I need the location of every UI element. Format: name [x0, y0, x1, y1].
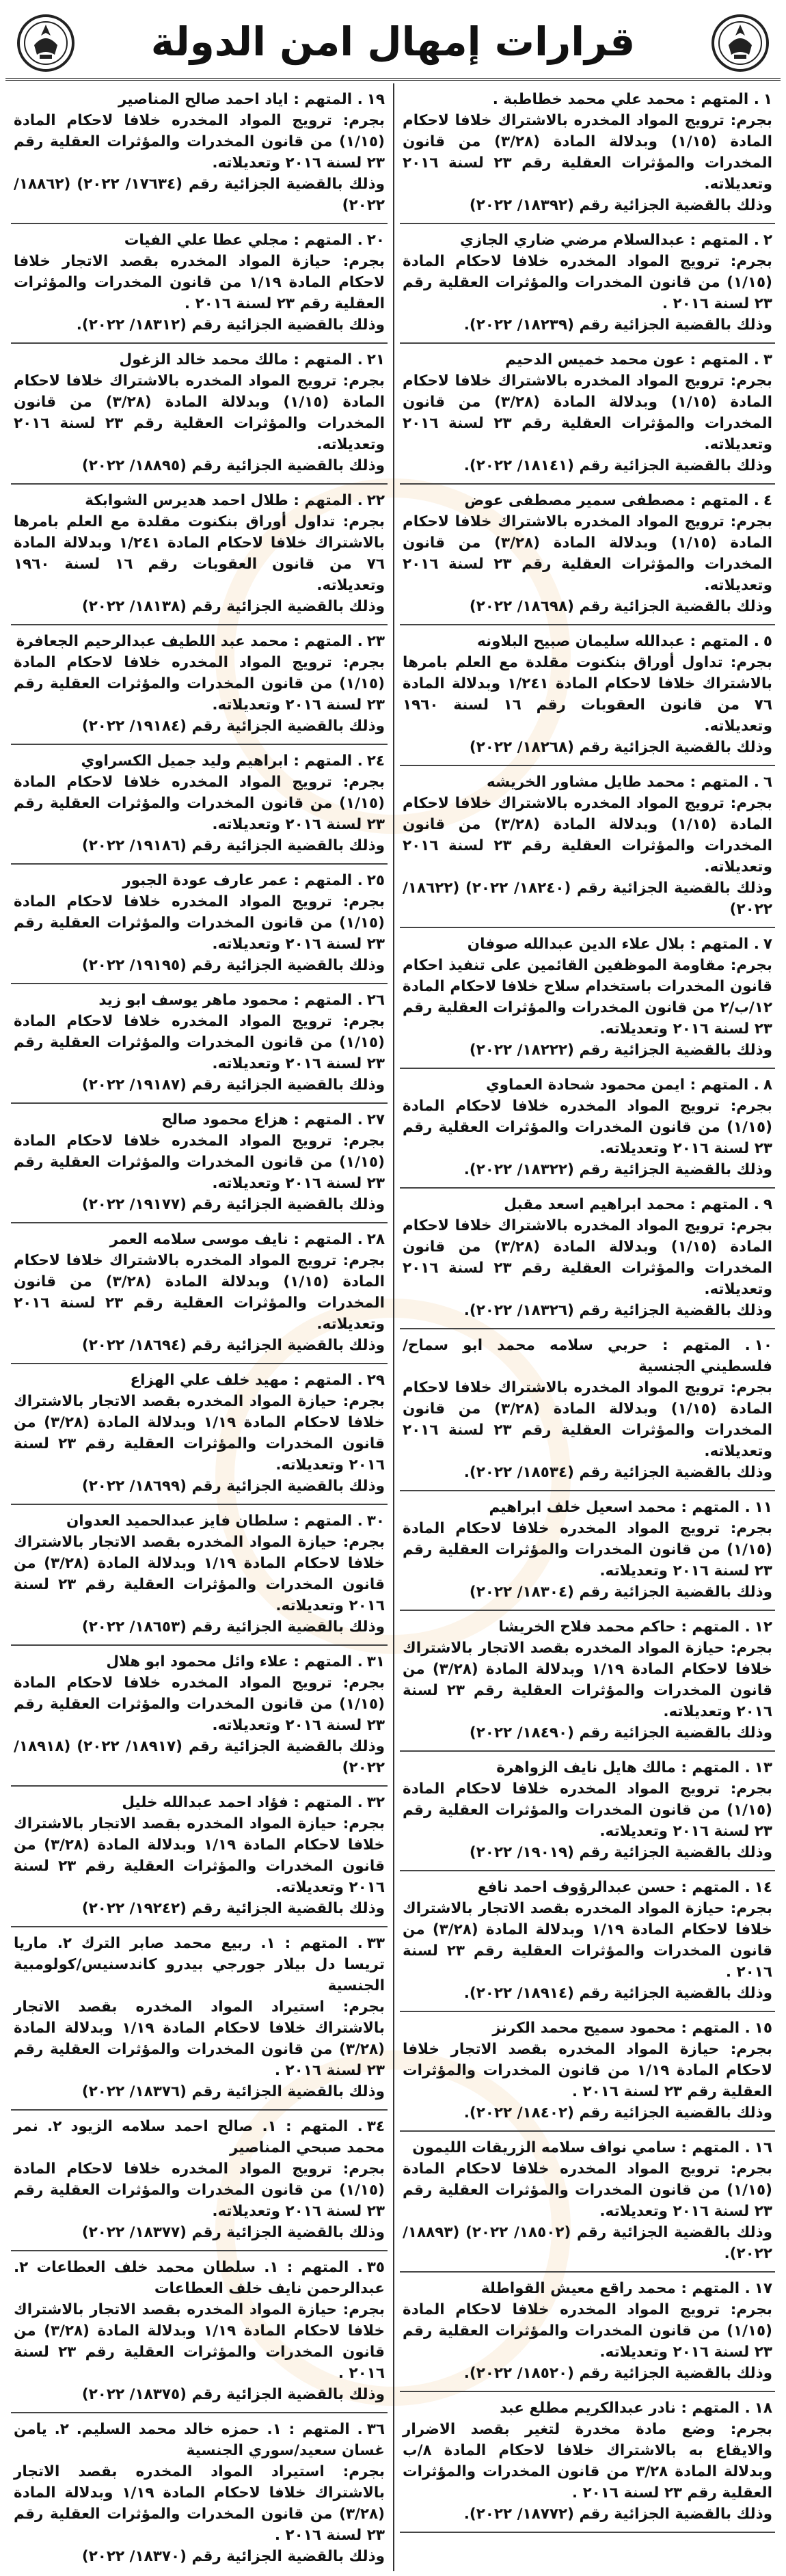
accused-prefix: المتهم : [293, 91, 353, 108]
accused-name-text: علاء وائل محمود ابو هلال [106, 1653, 288, 1670]
entry-number: ٩ [763, 1196, 772, 1213]
charge-text: بجرم: ترويج المواد المخدره بالاشتراك خلافا لاحكام المادة (١/١٥) وبدلالة المادة (٣/٢٨) من قانون المخدرات والمؤثرات العقلية رقم ٢٣ لسنة ٢٠١٦ وتعديلاته. [403, 112, 772, 193]
case-number-text: وذلك بالقضية الجزائية رقم (١٩١٨٧/ ٢٠٢٢) [81, 1076, 385, 1094]
case-number-text: وذلك بالقضية الجزائية رقم (١٩٢٤٢/ ٢٠٢٢) [81, 1900, 385, 1917]
charge-text: بجرم: ترويج المواد المخدره خلافا لاحكام المادة (١/١٥) من قانون المخدرات والمؤثرات العقلية رقم ٢٣ لسنة ٢٠١٦ وتعديلاته. [14, 1133, 385, 1192]
accused-name-text: محمد ابراهيم اسعد مقبل [504, 1196, 685, 1213]
accused-name: ٢٤. المتهم : ابراهيم وليد جميل الكسراوي [81, 753, 385, 770]
charge-text: بجرم: حيازة المواد المخدره بقصد الاتجار بالاشتراك خلافا لاحكام المادة ١/١٩ وبدلالة المادة (٣/٢٨) من قانون المخدرات والمؤثرات العقلية رقم ٢٣ لسنة ٢٠١٦ . [14, 2301, 385, 2382]
entry-number: ١٢ [754, 1618, 772, 1636]
entry-number: ٣٠ [366, 1513, 385, 1530]
accused-prefix: المتهم : [690, 351, 749, 368]
accused-name-text: هزاع محمود صالح [161, 1111, 288, 1128]
accused-name: ٢٢. المتهم : طلال احمد هديرس الشوابكة [85, 492, 385, 509]
accused-prefix: المتهم : [681, 2280, 740, 2297]
list-item [11, 1364, 388, 1505]
accused-name: ٧. المتهم : بلال علاء الدين عبدالله صوفان [467, 936, 772, 953]
accused-name-text: مجلي عطا علي الفيات [124, 232, 288, 249]
left-column [5, 83, 393, 2571]
accused-name: ٢. المتهم : عبدالسلام مرضي ضاري الجازي [459, 232, 772, 249]
accused-prefix: المتهم : [293, 992, 353, 1009]
charge-text: بجرم: حيازة المواد المخدره بقصد الاتجار خلافا لاحكام المادة ١/١٩ من قانون المخدرات والمؤثرات العقلية رقم ٢٣ لسنة ٢٠١٦ . [14, 253, 385, 312]
accused-prefix: المتهم : [293, 492, 353, 509]
accused-name-text: حربي سلامه محمد ابو سماح/فلسطيني الجنسية [403, 1337, 772, 1375]
accused-prefix: المتهم : [662, 1337, 731, 1354]
case-number-text: وذلك بالقضية الجزائية رقم (١٨٣٧٠/ ٢٠٢٢) [81, 2548, 385, 2565]
entry-number: ٣٢ [366, 1794, 385, 1811]
accused-prefix: المتهم : [690, 232, 749, 249]
list-item [11, 984, 388, 1104]
accused-name-text: نايف موسى سلامه العمر [109, 1231, 288, 1248]
entry-number: ١٠ [754, 1337, 772, 1354]
list-item [400, 344, 775, 485]
accused-prefix: المتهم : [690, 1076, 749, 1094]
accused-name-text: عمر عارف عودة الجبور [122, 872, 288, 889]
accused-name: ٢١. المتهم : مالك محمد خالد الزغول [119, 351, 385, 368]
list-item [400, 485, 775, 625]
list-item [11, 83, 388, 224]
list-item [11, 865, 388, 984]
case-number-text: وذلك بالقضية الجزائية رقم (١٩١٨٤/ ٢٠٢٢) [81, 718, 385, 735]
accused-name-text: محمد راقع معيش القواطلة [480, 2280, 676, 2297]
charge-text: بجرم: ترويج المواد المخدره خلافا لاحكام المادة (١/١٥) من قانون المخدرات والمؤثرات العقلية رقم ٢٣ لسنة ٢٠١٦ وتعديلاته. [403, 2160, 772, 2220]
entry-number: ٢١ [366, 351, 385, 368]
accused-name: ١١. المتهم : محمد اسعيل خلف ابراهيم [489, 1499, 772, 1516]
accused-name-text: عون محمد خميس الدحيم [505, 351, 685, 368]
case-number-text: وذلك بالقضية الجزائية رقم (١٨٣٧٧/ ٢٠٢٢) [81, 2224, 385, 2241]
case-number-text: وذلك بالقضية الجزائية رقم (١٩١٩٥/ ٢٠٢٢) [81, 957, 385, 974]
entry-number: ١١ [754, 1499, 772, 1516]
list-item [400, 1871, 775, 2012]
accused-prefix: المتهم : [288, 2421, 350, 2438]
case-number-text: وذلك بالقضية الجزائية رقم (١٨٥٠٢/ ٢٠٢٢) (١٨٨٩٣/ ٢٠٢٢). [403, 2224, 772, 2262]
list-item [400, 1611, 775, 1752]
list-item [11, 1927, 388, 2111]
charge-text: بجرم: ترويج المواد المخدره خلافا لاحكام المادة (١/١٥) من قانون المخدرات والمؤثرات العقلية رقم ٢٣ لسنة ٢٠١٦ وتعديلاته. [403, 1780, 772, 1840]
accused-name: ٣٥. المتهم : ١. سلطان محمد خلف العطاعات ٢. عبدالرحمن نايف خلف العطاعات [14, 2259, 385, 2297]
accused-prefix: المتهم : [293, 1653, 353, 1670]
accused-name-text: مصطفى سمير مصطفى عوض [464, 492, 685, 509]
entry-number: ٣٣ [366, 1935, 385, 1952]
list-item [11, 1223, 388, 1364]
accused-prefix: المتهم : [681, 1618, 740, 1636]
list-item [11, 224, 388, 344]
accused-name-text: ١. ربيع محمد صابر الترك ٢. ماريا تريسا دل بيلار جورجي بيدرو كاندسنيس/كولومبية الجنسية [14, 1935, 385, 1994]
accused-name: ٢٧. المتهم : هزاع محمود صالح [161, 1111, 385, 1128]
accused-name-text: نادر عبدالكريم مطلع عبد [500, 2400, 676, 2417]
accused-name: ١٩. المتهم : اياد احمد صالح المناصير [118, 91, 385, 108]
accused-name-text: بلال علاء الدين عبدالله صوفان [467, 936, 685, 953]
accused-name: ١٨. المتهم : نادر عبدالكريم مطلع عبد [500, 2400, 772, 2417]
charge-text: بجرم: ترويج المواد المخدره خلافا لاحكام المادة (١/١٥) من قانون المخدرات والمؤثرات العقلية رقم ٢٣ لسنة ٢٠١٦ . [403, 253, 772, 312]
entry-number: ١٥ [754, 2020, 772, 2037]
charge-text: بجرم: ترويج المواد المخدره خلافا لاحكام المادة (١/١٥) من قانون المخدرات والمؤثرات العقلية رقم ٢٣ لسنة ٢٠١٦ وتعديلاته. [14, 774, 385, 833]
list-item [400, 1069, 775, 1189]
accused-prefix: المتهم : [286, 2259, 349, 2276]
entry-number: ١٨ [754, 2400, 772, 2417]
list-item [400, 1491, 775, 1611]
case-number-text: وذلك بالقضية الجزائية رقم (١٨١٤١/ ٢٠٢٢). [463, 457, 772, 474]
entry-number: ٣٦ [366, 2421, 385, 2438]
accused-name: ١٣. المتهم : مالك هايل نايف الزواهرة [496, 1759, 772, 1776]
list-item [400, 766, 775, 928]
entry-number: ٥ [763, 633, 772, 650]
case-number-text: وذلك بالقضية الجزائية رقم (١٨٢٦٨/ ٢٠٢٢) [469, 739, 772, 756]
entry-number: ١ [763, 91, 772, 108]
accused-prefix: المتهم : [681, 2400, 740, 2417]
charge-text: بجرم: ترويج المواد المخدره خلافا لاحكام المادة (١/١٥) من قانون المخدرات والمؤثرات العقلية رقم ٢٣ لسنة ٢٠١٦ وتعديلاته. [403, 1098, 772, 1157]
case-number-text: وذلك بالقضية الجزائية رقم (١٨٣١٢/ ٢٠٢٢). [76, 316, 385, 334]
case-number-text: وذلك بالقضية الجزائية رقم (١٨٢٣٩/ ٢٠٢٢). [463, 316, 772, 334]
list-item [11, 2251, 388, 2413]
jordan-emblem-icon [709, 12, 771, 74]
accused-name: ٣٠. المتهم : سلطان فايز عبدالحميد العدوان [66, 1513, 385, 1530]
charge-text: بجرم: ترويج المواد المخدره بالاشتراك خلافا لاحكام المادة (١/١٥) وبدلالة المادة (٣/٢٨) من قانون المخدرات والمؤثرات العقلية رقم ٢٣ لسنة ٢٠١٦ وتعديلاته. [403, 372, 772, 453]
accused-name: ٤. المتهم : مصطفى سمير مصطفى عوض [464, 492, 772, 509]
accused-prefix: المتهم : [690, 633, 749, 650]
case-number-text: وذلك بالقضية الجزائية رقم (١٨٢٤٠/ ٢٠٢٢) (١٨٦٢٢/ ٢٠٢٢) [403, 880, 772, 918]
accused-prefix: المتهم : [690, 774, 749, 791]
accused-name-text: ١. سلطان محمد خلف العطاعات ٢. عبدالرحمن نايف خلف العطاعات [14, 2259, 385, 2297]
case-number-text: وذلك بالقضية الجزائية رقم (١٨٣٠٤/ ٢٠٢٢) [469, 1584, 772, 1601]
list-item [400, 224, 775, 344]
case-number-text: وذلك بالقضية الجزائية رقم (١٨٦٩٨/ ٢٠٢٢) [469, 598, 772, 615]
accused-name-text: محمد عبد اللطيف عبدالرحيم الجعافرة [16, 633, 288, 650]
list-item [11, 625, 388, 745]
list-item [400, 625, 775, 766]
case-number-text: وذلك بالقضية الجزائية رقم (١٨٦٩٤/ ٢٠٢٢) [81, 1337, 385, 1354]
case-number-text: وذلك بالقضية الجزائية رقم (١٩١٧٧/ ٢٠٢٢) [81, 1196, 385, 1213]
case-number-text: وذلك بالقضية الجزائية رقم (١٨٥٣٤/ ٢٠٢٢). [463, 1464, 772, 1481]
accused-name: ٣٦. المتهم : ١. حمزه خالد محمد السليم. ٢. يامن غسان سعيد/سوري الجنسية [14, 2421, 385, 2459]
accused-prefix: المتهم : [681, 2139, 740, 2156]
charge-text: بجرم: ترويج المواد المخدره بالاشتراك خلافا لاحكام المادة (١/١٥) وبدلالة المادة (٣/٢٨) من قانون المخدرات والمؤثرات العقلية رقم ٢٣ لسنة ٢٠١٦ وتعديلاته. [403, 1379, 772, 1460]
accused-prefix: المتهم : [293, 872, 353, 889]
case-number-text: وذلك بالقضية الجزائية رقم (١٨١٣٨/ ٢٠٢٢) [81, 598, 385, 615]
list-item [11, 1646, 388, 1787]
entry-number: ١٣ [754, 1759, 772, 1776]
accused-prefix: المتهم : [690, 1196, 749, 1213]
list-item [11, 1104, 388, 1223]
right-column [393, 83, 781, 2571]
case-number-text: وذلك بالقضية الجزائية رقم (١٨٦٥٣/ ٢٠٢٢) [81, 1618, 385, 1636]
accused-name-text: سلطان فايز عبدالحميد العدوان [66, 1513, 288, 1530]
entry-number: ٢٠ [366, 232, 385, 249]
entry-number: ٢٧ [366, 1111, 385, 1128]
accused-prefix: المتهم : [293, 351, 353, 368]
accused-name: ٢٠. المتهم : مجلي عطا علي الفيات [124, 232, 385, 249]
accused-name: ١٦. المتهم : سامي نواف سلامه الزريقات الليمون [412, 2139, 772, 2156]
accused-name: ١٧. المتهم : محمد راقع معيش القواطلة [480, 2280, 772, 2297]
accused-name-text: محمود ماهر يوسف ابو زيد [98, 992, 288, 1009]
entry-number: ٦ [763, 774, 772, 791]
charge-text: بجرم: ترويج المواد المخدره خلافا لاحكام المادة (١/١٥) من قانون المخدرات والمؤثرات العقلية رقم ٢٣ لسنة ٢٠١٦ وتعديلاته. [14, 654, 385, 714]
accused-prefix: المتهم : [285, 2118, 349, 2135]
list-item [11, 745, 388, 865]
accused-prefix: المتهم : [293, 753, 353, 770]
accused-name: ١٤. المتهم : حسن عبدالرؤوف احمد نافع [477, 1879, 772, 1896]
list-item [400, 2132, 775, 2273]
entry-number: ٢٨ [366, 1231, 385, 1248]
charge-text: بجرم: ترويج المواد المخدره بالاشتراك خلافا لاحكام المادة (١/١٥) وبدلالة المادة (٣/٢٨) من قانون المخدرات والمؤثرات العقلية رقم ٢٣ لسنة ٢٠١٦ وتعديلاته. [14, 1252, 385, 1333]
accused-name-text: سامي نواف سلامه الزريقات الليمون [412, 2139, 676, 2156]
case-number-text: وذلك بالقضية الجزائية رقم (١٨٤٩٠/ ٢٠٢٢) [469, 1724, 772, 1741]
charge-text: بجرم: ترويج المواد المخدره بالاشتراك خلافا لاحكام المادة (١/١٥) وبدلالة المادة (٣/٢٨) من قانون المخدرات والمؤثرات العقلية رقم ٢٣ لسنة ٢٠١٦ وتعديلاته. [403, 513, 772, 594]
list-item [11, 344, 388, 485]
columns-container [5, 83, 781, 2571]
charge-text: بجرم: حيازة المواد المخدره بقصد الاتجار خلافا لاحكام المادة ١/١٩ من قانون المخدرات والمؤثرات العقلية رقم ٢٣ لسنة ٢٠١٦ . [403, 2041, 773, 2100]
accused-name-text: مالك محمد خالد الزغول [119, 351, 288, 368]
entry-number: ٣٤ [366, 2118, 385, 2135]
accused-name-text: حاكم محمد فلاح الخريشا [498, 1618, 676, 1636]
entry-number: ١٧ [754, 2280, 772, 2297]
charge-text: بجرم: حيازة المواد المخدره بقصد الاتجار بالاشتراك خلافا لاحكام المادة ١/١٩ وبدلالة المادة (٣/٢٨) من قانون المخدرات والمؤثرات العقلية رقم ٢٣ لسنة ٢٠١٦ وتعديلاته. [14, 1815, 385, 1896]
charge-text: بجرم: حيازة المواد المخدره بقصد الاتجار بالاشتراك خلافا لاحكام المادة ١/١٩ وبدلالة المادة (٣/٢٨) من قانون المخدرات والمؤثرات العقلية رقم ٢٣ لسنة ٢٠١٦ وتعديلاته. [14, 1393, 385, 1474]
charge-text: بجرم: تداول أوراق بنكنوت مقلدة مع العلم بامرها بالاشتراك خلافا لاحكام المادة ١/٢٤١ وبدلالة المادة ٧٦ من قانون العقوبات رقم ١٦ لسنة ١٩٦٠ وتعديلاته. [14, 513, 385, 594]
accused-name: ٢٣. المتهم : محمد عبد اللطيف عبدالرحيم الجعافرة [16, 633, 385, 650]
accused-prefix: المتهم : [681, 2020, 740, 2037]
accused-name-text: اياد احمد صالح المناصير [118, 91, 288, 108]
list-item [11, 1505, 388, 1646]
accused-name: ٢٦. المتهم : محمود ماهر يوسف ابو زيد [98, 992, 385, 1009]
case-number-text: وذلك بالقضية الجزائية رقم (١٨٤٠٢/ ٢٠٢٢). [463, 2104, 772, 2121]
accused-name: ٦. المتهم : محمد طايل مشاور الخريشه [486, 774, 772, 791]
charge-text: بجرم: ترويج المواد المخدره خلافا لاحكام المادة (١/١٥) من قانون المخدرات والمؤثرات العقلية رقم ٢٣ لسنة ٢٠١٦ وتعديلاته. [14, 2160, 385, 2220]
accused-name-text: فؤاد احمد عبدالله خليل [122, 1794, 288, 1811]
charge-text: بجرم: ترويج المواد المخدره خلافا لاحكام المادة (١/١٥) من قانون المخدرات والمؤثرات العقلية رقم ٢٣ لسنة ٢٠١٦ وتعديلاته. [14, 893, 385, 953]
entry-number: ٣٥ [366, 2259, 385, 2276]
accused-prefix: المتهم : [293, 1513, 353, 1530]
accused-name-text: محمود سميح محمد الكرنز [492, 2020, 676, 2037]
list-item [11, 1787, 388, 1927]
entry-number: ٢ [763, 232, 772, 249]
accused-name: ١٢. المتهم : حاكم محمد فلاح الخريشا [498, 1618, 772, 1636]
case-number-text: وذلك بالقضية الجزائية رقم (١٨٣٧٦/ ٢٠٢٢) [81, 2083, 385, 2100]
charge-text: بجرم: ترويج المواد المخدره بالاشتراك خلافا لاحكام المادة (١/١٥) وبدلالة المادة (٣/٢٨) من قانون المخدرات والمؤثرات العقلية رقم ٢٣ لسنة ٢٠١٦ وتعديلاته. [14, 372, 385, 453]
accused-prefix: المتهم : [293, 232, 353, 249]
accused-name: ٨. المتهم : ايمن محمود شحادة العماوي [485, 1076, 772, 1094]
case-number-text: وذلك بالقضية الجزائية رقم (١٨٣٩٢/ ٢٠٢٢) [469, 197, 772, 214]
list-item [400, 1752, 775, 1871]
accused-prefix: المتهم : [690, 492, 749, 509]
charge-text: بجرم: ترويج المواد المخدره بالاشتراك خلافا لاحكام المادة (١/١٥) وبدلالة المادة (٣/٢٨) من قانون المخدرات والمؤثرات العقلية رقم ٢٣ لسنة ٢٠١٦ وتعديلاته. [403, 1217, 772, 1298]
list-item [400, 1189, 775, 1329]
accused-prefix: المتهم : [690, 936, 749, 953]
accused-name-text: محمد اسعيل خلف ابراهيم [489, 1499, 676, 1516]
case-number-text: وذلك بالقضية الجزائية رقم (١٩١٨٦/ ٢٠٢٢) [81, 837, 385, 854]
entry-number: ٧ [763, 936, 772, 953]
case-number-text: وذلك بالقضية الجزائية رقم (١٨٩١٧/ ٢٠٢٢) (١٨٩١٨/ ٢٠٢٢) [14, 1738, 385, 1776]
list-item [400, 2273, 775, 2392]
case-number-text: وذلك بالقضية الجزائية رقم (١٨٢٢٢/ ٢٠٢٢) [469, 1042, 772, 1059]
accused-name: ٣١. المتهم : علاء وائل محمود ابو هلال [106, 1653, 385, 1670]
entry-number: ١٤ [754, 1879, 772, 1896]
case-number-text: وذلك بالقضية الجزائية رقم (١٨٦٩٩/ ٢٠٢٢) [81, 1478, 385, 1495]
case-number-text: وذلك بالقضية الجزائية رقم (١٧٦٣٤/ ٢٠٢٢) (١٨٨٦٢/ ٢٠٢٢) [14, 176, 385, 214]
accused-name-text: محمد علي محمد خطاطبة . [492, 91, 685, 108]
charge-text: بجرم: ترويج المواد المخدره خلافا لاحكام المادة (١/١٥) من قانون المخدرات والمؤثرات العقلية رقم ٢٣ لسنة ٢٠١٦ وتعديلاته. [14, 1013, 385, 1072]
charge-text: بجرم: حيازة المواد المخدره بقصد الاتجار بالاشتراك خلافا لاحكام المادة ١/١٩ وبدلالة المادة (٣/٢٨) من قانون المخدرات والمؤثرات العقلية رقم ٢٣ لسنة ٢٠١٦ وتعديلاته. [403, 1640, 772, 1720]
charge-text: بجرم: ترويج المواد المخدره خلافا لاحكام المادة (١/١٥) من قانون المخدرات والمؤثرات العقلية رقم ٢٣ لسنة ٢٠١٦ وتعديلاته. [403, 2301, 772, 2361]
case-number-text: وذلك بالقضية الجزائية رقم (١٨٣٧٥/ ٢٠٢٢) [81, 2386, 385, 2403]
list-item [400, 2012, 775, 2132]
charge-text: بجرم: وضع مادة مخدرة لتغير بقصد الاضرار والايقاع به بالاشتراك خلافا لاحكام المادة ٨/ب وبدلالة المادة ٣/٢٨ من قانون المخدرات والمؤثرات العقلية رقم ٢٣ لسنة ٢٠١٦ . [403, 2421, 772, 2502]
accused-prefix: المتهم : [681, 1879, 740, 1896]
list-item [400, 928, 775, 1069]
list-item [11, 2111, 388, 2251]
accused-name: ١. المتهم : محمد علي محمد خطاطبة . [492, 91, 772, 108]
accused-name: ٣٣. المتهم : ١. ربيع محمد صابر الترك ٢. ماريا تريسا دل بيلار جورجي بيدرو كاندسنيس/كولومبية الجنسية [14, 1935, 385, 1994]
entry-number: ٢٢ [366, 492, 385, 509]
accused-name-text: عبدالسلام مرضي ضاري الجازي [459, 232, 685, 249]
entry-number: ٨ [763, 1076, 772, 1094]
case-number-text: وذلك بالقضية الجزائية رقم (١٨٧٧٢/ ٢٠٢٢). [463, 2506, 772, 2523]
case-number-text: وذلك بالقضية الجزائية رقم (١٩٠١٩/ ٢٠٢٢) [469, 1844, 772, 1861]
accused-name: ٣٤. المتهم : ١. صالح احمد سلامه الزيود ٢. نمر محمد صبحي المناصير [14, 2118, 385, 2156]
accused-prefix: المتهم : [293, 1794, 353, 1811]
accused-name: ٢٨. المتهم : نايف موسى سلامه العمر [109, 1231, 385, 1248]
accused-name-text: ايمن محمود شحادة العماوي [485, 1076, 685, 1094]
accused-prefix: المتهم : [293, 1111, 353, 1128]
entry-number: ٢٤ [366, 753, 385, 770]
charge-text: بجرم: تداول أوراق بنكنوت مقلدة مع العلم بامرها بالاشتراك خلافا لاحكام المادة ١/٢٤١ وبدلالة المادة ٧٦ من قانون العقوبات رقم ١٦ لسنة ١٩٦٠ وتعديلاته. [403, 654, 772, 735]
accused-prefix: المتهم : [690, 91, 749, 108]
accused-name-text: عبدالله سليمان صبيح البلاونه [476, 633, 685, 650]
accused-name-text: ١. حمزه خالد محمد السليم. ٢. يامن غسان سعيد/سوري الجنسية [14, 2421, 385, 2459]
charge-text: بجرم: ترويج المواد المخدره خلافا لاحكام المادة (١/١٥) من قانون المخدرات والمؤثرات العقلية رقم ٢٣ لسنة ٢٠١٦ وتعديلاته. [403, 1520, 772, 1580]
list-item [400, 1329, 775, 1491]
accused-name: ١٥. المتهم : محمود سميح محمد الكرنز [492, 2020, 772, 2037]
jordan-emblem-icon [15, 12, 77, 74]
entry-number: ٣١ [366, 1653, 385, 1670]
entry-number: ١٩ [366, 91, 385, 108]
page-header [5, 5, 781, 81]
charge-text: بجرم: استيراد المواد المخدره بقصد الاتجار بالاشتراك خلافا لاحكام المادة ١/١٩ وبدلالة المادة (٣/٢٨) من قانون المخدرات والمؤثرات العقلية رقم ٢٣ لسنة ٢٠١٦ . [14, 1998, 385, 2079]
accused-prefix: المتهم : [293, 1231, 353, 1248]
accused-prefix: المتهم : [284, 1935, 348, 1952]
accused-name: ٣. المتهم : عون محمد خميس الدحيم [505, 351, 772, 368]
charge-text: بجرم: ترويج المواد المخدره بالاشتراك خلافا لاحكام المادة (١/١٥) وبدلالة المادة (٣/٢٨) من قانون المخدرات والمؤثرات العقلية رقم ٢٣ لسنة ٢٠١٦ وتعديلاته. [403, 795, 772, 876]
accused-name-text: طلال احمد هديرس الشوابكة [85, 492, 288, 509]
charge-text: بجرم: ترويج المواد المخدره خلافا لاحكام المادة (١/١٥) من قانون المخدرات والمؤثرات العقلية رقم ٢٣ لسنة ٢٠١٦ وتعديلاته. [14, 112, 385, 172]
accused-name: ٣٢. المتهم : فؤاد احمد عبدالله خليل [122, 1794, 385, 1811]
list-item [400, 83, 775, 224]
accused-name: ١٠. المتهم : حربي سلامه محمد ابو سماح/فلسطيني الجنسية [403, 1337, 772, 1375]
entry-number: ٣ [763, 351, 772, 368]
entry-number: ٢٣ [366, 633, 385, 650]
charge-text: بجرم: ترويج المواد المخدره خلافا لاحكام المادة (١/١٥) من قانون المخدرات والمؤثرات العقلية رقم ٢٣ لسنة ٢٠١٦ وتعديلاته. [14, 1675, 385, 1734]
accused-prefix: المتهم : [681, 1499, 740, 1516]
accused-name: ٩. المتهم : محمد ابراهيم اسعد مقبل [504, 1196, 772, 1213]
case-number-text: وذلك بالقضية الجزائية رقم (١٨٣٢٦/ ٢٠٢٢). [463, 1302, 772, 1319]
accused-name-text: ١. صالح احمد سلامه الزيود ٢. نمر محمد صبحي المناصير [14, 2118, 385, 2156]
charge-text: بجرم: استيراد المواد المخدره بقصد الاتجار بالاشتراك خلافا لاحكام المادة ١/١٩ وبدلالة المادة (٣/٢٨) من قانون المخدرات والمؤثرات العقلية رقم ٢٣ لسنة ٢٠١٦ . [14, 2463, 385, 2544]
list-item [11, 485, 388, 625]
case-number-text: وذلك بالقضية الجزائية رقم (١٨٥٢٠/ ٢٠٢٢). [463, 2365, 772, 2382]
list-item [11, 2413, 388, 2571]
entry-number: ٢٩ [366, 1372, 385, 1389]
accused-name-text: محمد طايل مشاور الخريشه [486, 774, 685, 791]
accused-prefix: المتهم : [681, 1759, 740, 1776]
accused-name-text: مهيد خلف علي الهزاع [130, 1372, 288, 1389]
accused-prefix: المتهم : [293, 633, 353, 650]
case-number-text: وذلك بالقضية الجزائية رقم (١٨٣٢٢/ ٢٠٢٢). [463, 1161, 772, 1178]
list-item [400, 2392, 775, 2533]
entry-number: ٢٦ [366, 992, 385, 1009]
accused-name: ٥. المتهم : عبدالله سليمان صبيح البلاونه [476, 633, 772, 650]
entry-number: ١٦ [754, 2139, 772, 2156]
accused-name-text: مالك هايل نايف الزواهرة [496, 1759, 676, 1776]
accused-name: ٢٩. المتهم : مهيد خلف علي الهزاع [130, 1372, 385, 1389]
accused-name-text: ابراهيم وليد جميل الكسراوي [81, 753, 288, 770]
charge-text: بجرم: حيازة المواد المخدره بقصد الاتجار بالاشتراك خلافا لاحكام المادة ١/١٩ وبدلالة المادة (٣/٢٨) من قانون المخدرات والمؤثرات العقلية رقم ٢٣ لسنة ٢٠١٦ وتعديلاته. [14, 1534, 385, 1614]
entry-number: ٤ [763, 492, 772, 509]
case-number-text: وذلك بالقضية الجزائية رقم (١٨٨٩٥/ ٢٠٢٢) [81, 457, 385, 474]
accused-prefix: المتهم : [293, 1372, 353, 1389]
accused-name-text: حسن عبدالرؤوف احمد نافع [477, 1879, 676, 1896]
charge-text: بجرم: حيازة المواد المخدره بقصد الاتجار بالاشتراك خلافا لاحكام المادة ١/١٩ وبدلالة المادة (٣/٢٨) من قانون المخدرات والمؤثرات العقلية رقم ٢٣ لسنة ٢٠١٦ . [403, 1900, 772, 1981]
entry-number: ٢٥ [366, 872, 385, 889]
charge-text: بجرم: مقاومة الموظفين القائمين على تنفيذ احكام قانون المخدرات باستخدام سلاح خلافا لاحكام المادة ١٢/ب/٢ من قانون المخدرات والمؤثرات العقلية رقم ٢٣ لسنة ٢٠١٦ وتعديلاته. [403, 957, 772, 1038]
case-number-text: وذلك بالقضية الجزائية رقم (١٨٩١٤/ ٢٠٢٢). [463, 1985, 772, 2002]
accused-name: ٢٥. المتهم : عمر عارف عودة الجبور [122, 872, 385, 889]
page-title: قرارات إمهال امن الدولة [150, 18, 636, 65]
